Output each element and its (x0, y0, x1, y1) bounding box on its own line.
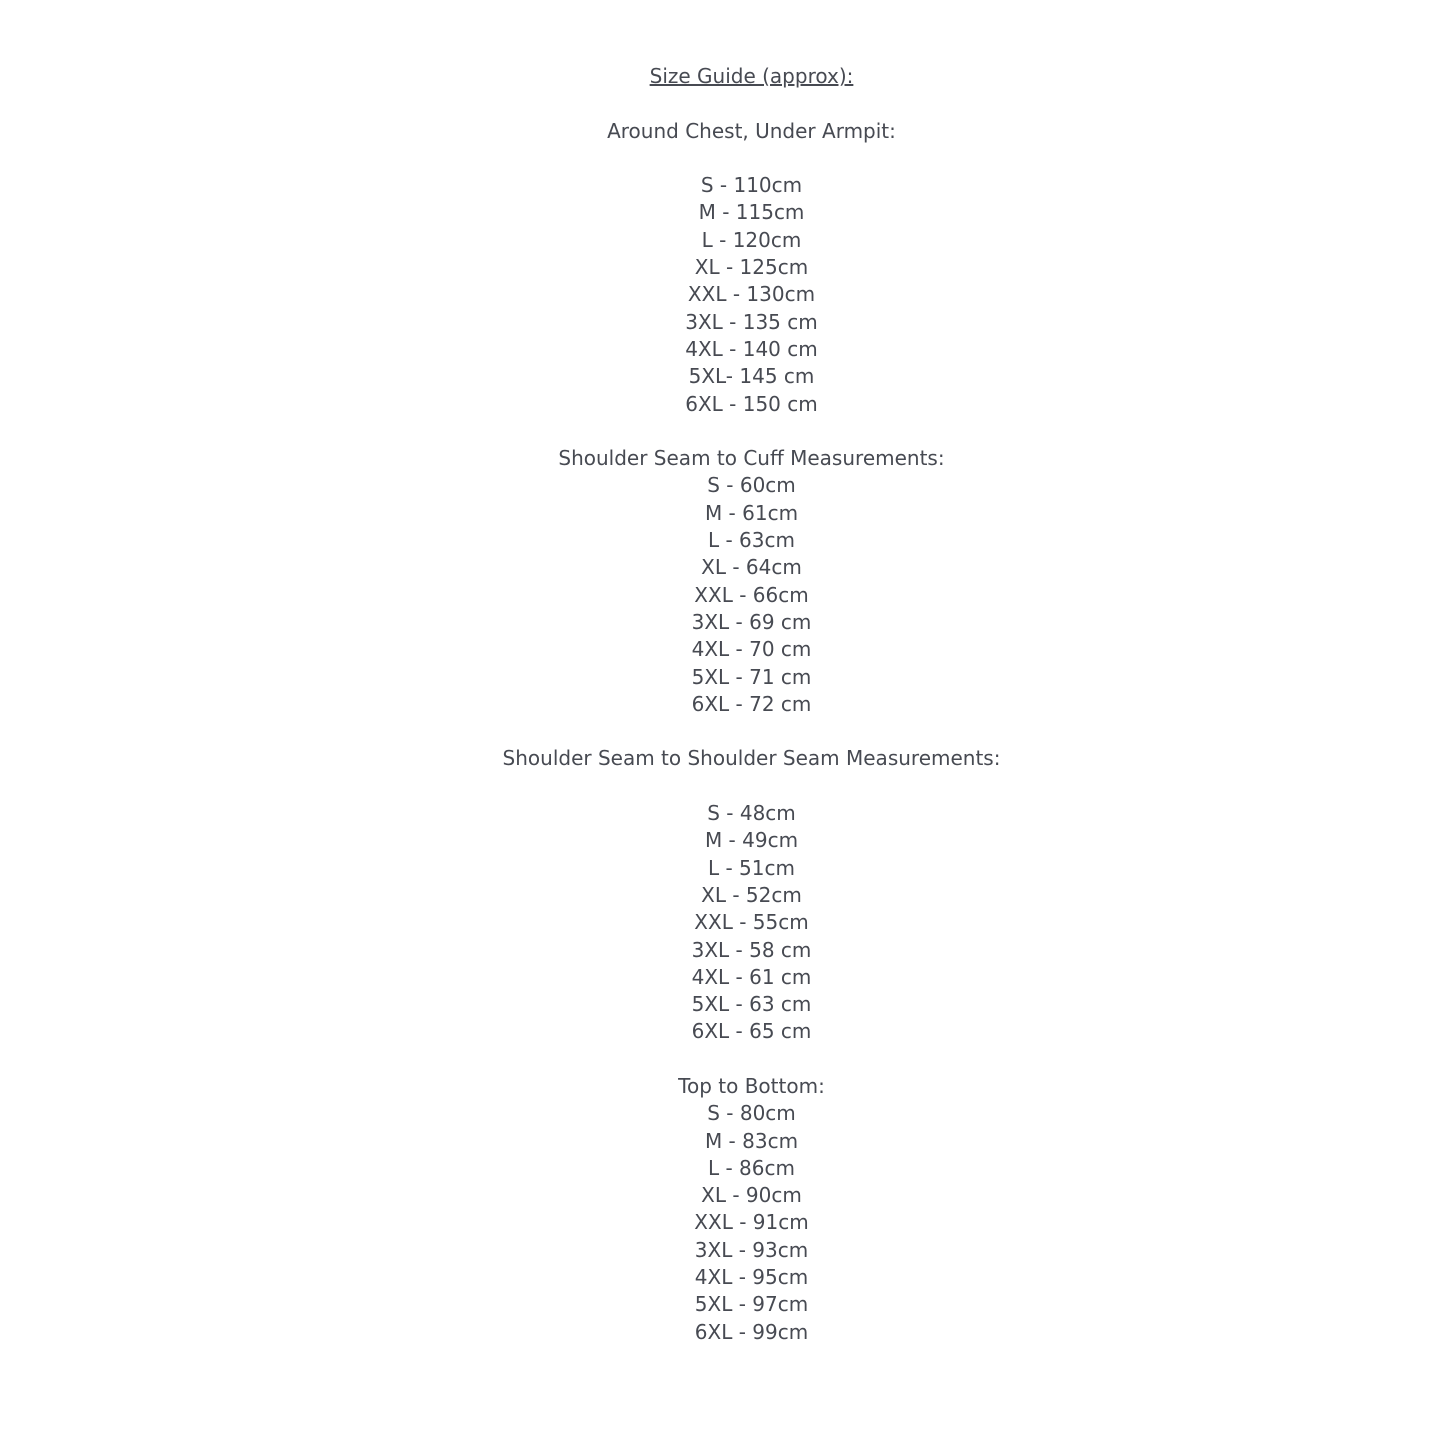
size-row: M - 49cm (704, 828, 799, 853)
size-row: S - 48cm (707, 801, 796, 826)
section-heading: Top to Bottom: (678, 1073, 825, 1098)
section-heading: Shoulder Seam to Shoulder Seam Measurements: (502, 746, 1001, 771)
size-row: 3XL - 135 cm (685, 309, 818, 334)
size-row: 5XL - 97cm (694, 1292, 809, 1317)
size-row: XL - 64cm (701, 555, 802, 580)
size-row: XL - 52cm (701, 882, 802, 907)
size-row: 3XL - 93cm (694, 1237, 809, 1262)
size-row: 4XL - 95cm (694, 1265, 809, 1290)
size-row: 4XL - 61 cm (691, 964, 812, 989)
size-row: 3XL - 69 cm (691, 609, 812, 634)
size-row: 6XL - 72 cm (691, 691, 812, 716)
size-guide-sections (29, 118, 1445, 1346)
size-row: 4XL - 140 cm (685, 336, 818, 361)
size-row: 3XL - 58 cm (691, 937, 812, 962)
section-heading: Shoulder Seam to Cuff Measurements: (558, 446, 945, 471)
size-row: S - 60cm (707, 473, 796, 498)
size-row: XXL - 55cm (694, 910, 809, 935)
size-row: L - 51cm (707, 855, 795, 880)
size-row: L - 86cm (707, 1155, 795, 1180)
size-row: 6XL - 65 cm (691, 1019, 812, 1044)
size-row: XL - 90cm (701, 1183, 802, 1208)
size-row: XXL - 130cm (687, 282, 816, 307)
size-row: XXL - 91cm (694, 1210, 809, 1235)
size-row: 5XL- 145 cm (688, 364, 815, 389)
size-row: 6XL - 99cm (694, 1319, 809, 1344)
page-title: Size Guide (approx): (649, 64, 854, 88)
size-row: M - 61cm (704, 500, 799, 525)
size-row: M - 115cm (698, 200, 805, 225)
size-row: L - 120cm (701, 227, 802, 252)
size-row: M - 83cm (704, 1128, 799, 1153)
size-row: L - 63cm (707, 528, 795, 553)
size-row: XXL - 66cm (694, 582, 809, 607)
size-guide-content (29, 63, 1445, 1346)
size-row: XL - 125cm (694, 255, 809, 280)
size-row: 6XL - 150 cm (685, 391, 818, 416)
size-row: S - 80cm (707, 1101, 796, 1126)
section-heading: Around Chest, Under Armpit: (607, 118, 896, 143)
size-row: S - 110cm (700, 173, 803, 198)
size-row: 5XL - 63 cm (691, 992, 812, 1017)
size-row: 5XL - 71 cm (691, 664, 812, 689)
size-row: 4XL - 70 cm (691, 637, 812, 662)
